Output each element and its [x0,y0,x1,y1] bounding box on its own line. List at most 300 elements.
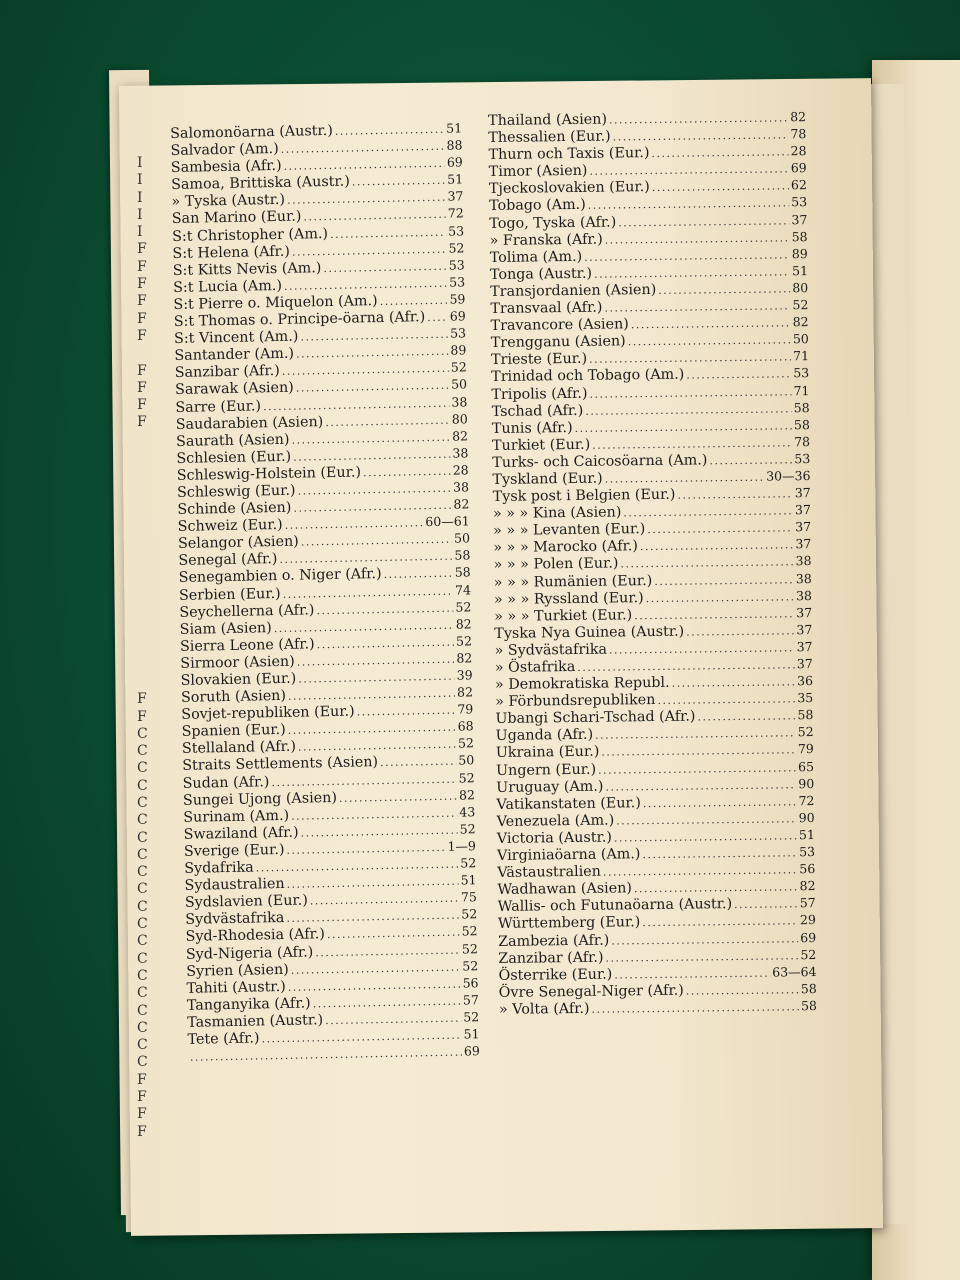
entry-page-number: 82 [799,878,816,894]
entry-name: Zambezia (Afr.) [498,932,610,950]
entry-name: Selangor (Asien) [177,533,299,553]
index-column-right [488,108,817,1018]
entry-name: Salvador (Am.) [170,141,279,160]
dot-leader [592,998,800,1018]
entry-name: Tete (Afr.) [187,1030,260,1048]
entry-page-number: 53 [799,844,816,860]
margin-letter: C [137,967,148,984]
entry-name: Sarre (Eur.) [175,397,262,416]
entry-name: Senegambien o. Niger (Afr.) [178,566,382,587]
entry-page-number: 89 [791,245,808,262]
entry-name: Tyska Nya Guinea (Austr.) [494,623,685,642]
dot-leader [628,332,791,351]
entry-page-number: 52 [461,906,478,922]
entry-page-number: 52 [457,735,475,751]
margin-letter [137,674,153,691]
dot-leader [697,708,795,726]
entry-name: Sydafrika [184,859,254,877]
entry-name: Schlesien (Eur.) [176,448,292,467]
dot-leader [642,913,798,932]
entry-page-number: 50 [458,752,475,769]
margin-letter: C [137,725,148,742]
dot-leader [734,896,798,914]
margin-letter: C [137,881,148,898]
entry-page-number: 39 [456,667,473,683]
entry-page-number: 51 [798,826,815,843]
entry-name: » » » Rumänien (Eur.) [493,572,653,591]
entry-page-number: 50 [453,530,471,546]
entry-name: Stellaland (Afr.) [181,739,297,758]
entry-page-number: 60—61 [425,513,470,530]
entry-name: S:t Kitts Nevis (Am.) [172,259,322,279]
entry-page-number: 62 [790,177,808,193]
dot-leader [651,144,788,163]
entry-page-number: 88 [446,137,463,153]
margin-letter [137,432,153,449]
dot-leader [646,588,795,607]
entry-page-number: 52 [461,923,478,939]
dot-leader [686,622,794,640]
dot-leader [686,981,799,999]
entry-page-number: 58 [454,564,471,581]
entry-name: S:t Lucia (Am.) [172,277,283,296]
margin-letter [137,449,153,466]
previous-page-letters [137,155,153,1141]
entry-page-number: 90 [798,775,815,791]
entry-name: Soruth (Asien) [180,687,287,706]
margin-letter: F [137,708,147,725]
margin-letter [137,484,153,501]
entry-name: Samoa, Brittiska (Austr.) [171,173,350,194]
margin-letter: I [137,206,143,223]
margin-letter [137,466,153,483]
entry-page-number: 52 [455,633,473,649]
margin-letter [137,536,153,553]
entry-name: » Östafrika [494,658,576,676]
entry-name: Surinam (Am.) [183,807,290,826]
entry-name: Tschad (Afr.) [491,402,584,420]
entry-name: Venezuela (Am.) [496,812,615,830]
margin-letter: F [137,1089,147,1106]
margin-letter: F [137,379,147,396]
entry-page-number: 52 [792,297,809,313]
margin-letter [137,553,153,570]
entry-page-number: 38 [795,570,812,586]
dot-leader [335,121,445,140]
entry-name: » » » Turkiet (Eur.) [494,606,633,625]
dot-leader [618,212,789,231]
margin-letter [137,570,153,587]
entry-page-number: 52 [458,769,475,786]
entry-page-number: 80 [451,410,468,427]
entry-page-number: 78 [790,126,807,142]
entry-page-number: 69 [449,308,466,324]
margin-letter: C [137,743,148,760]
dot-leader [363,463,451,482]
entry-name: Syd-Nigeria (Afr.) [185,943,314,963]
entry-page-number: 29 [799,912,816,928]
entry-page-number: 38 [452,445,469,461]
entry-name: Zanzibar (Afr.) [498,949,604,967]
margin-letter: C [137,1037,148,1054]
entry-name: Wallis- och Futunaöarna (Austr.) [497,896,733,916]
entry-name: Uruguay (Am.) [496,778,604,796]
entry-name: Sudan (Afr.) [182,773,270,792]
margin-letter: C [137,864,148,881]
margin-letter: C [137,777,148,794]
entry-page-number: 89 [450,342,467,358]
entry-name: Timor (Asien) [488,163,588,181]
entry-name: Tahiti (Austr.) [186,978,286,997]
entry-name: » » » Polen (Eur.) [493,555,619,574]
index-column-left [170,119,480,1065]
dot-leader [686,366,791,384]
entry-page-number: 30—36 [766,468,811,484]
dot-leader [672,673,796,692]
margin-letter: F [137,276,147,293]
margin-letter: I [137,155,143,171]
entry-name: Tanganyika (Afr.) [186,995,311,1014]
entry-page-number: 79 [797,741,814,757]
entry-page-number: 38 [795,553,812,569]
dot-leader [643,793,797,812]
entry-page-number: 52 [797,724,814,740]
entry-page-number: 74 [454,581,472,598]
entry-name: Swaziland (Afr.) [183,824,299,843]
entry-name: S:t Pierre o. Miquelon (Am.) [173,292,378,313]
entry-name: Schleswig-Holstein (Eur.) [176,464,362,484]
entry-name: Tripolis (Afr.) [491,385,588,403]
entry-name: Straits Settlements (Asien) [182,754,379,775]
entry-name: Salomonöarna (Austr.) [170,122,333,142]
margin-letter [137,501,153,518]
margin-letter: F [137,310,147,327]
entry-name: Turkiet (Eur.) [491,436,591,454]
dot-leader [634,605,794,624]
entry-name: Tunis (Afr.) [491,419,573,437]
margin-letter: C [137,985,148,1002]
entry-name: Schleswig (Eur.) [176,482,296,501]
entry-page-number: 82 [453,496,470,512]
margin-letter: I [137,189,143,206]
entry-name: Spanien (Eur.) [181,722,286,741]
entry-page-number: 51 [460,872,477,888]
entry-page-number: 51 [446,120,463,136]
dot-leader [647,520,793,539]
entry-name: Seychellerna (Afr.) [179,601,315,621]
entry-name: Sovjet-republiken (Eur.) [181,703,355,724]
entry-name: Ubangi Schari-Tschad (Afr.) [495,708,696,728]
entry-page-number: 58 [791,228,808,244]
entry-page-number: 58 [800,980,817,997]
margin-letter: C [137,1002,148,1019]
entry-page-number: 69 [790,160,807,176]
entry-page-number: 58 [793,399,810,415]
entry-page-number: 52 [460,855,477,871]
entry-name: Sverige (Eur.) [183,841,285,860]
entry-page-number: 52 [459,821,476,837]
entry-name: Vatikanstaten (Eur.) [496,794,641,813]
entry-page-number: 58 [793,416,810,432]
entry-page-number: 35 [797,690,814,706]
margin-letter: F [137,327,147,344]
entry-page-number: 56 [799,861,816,877]
dot-leader [642,844,797,863]
entry-page-number: 38 [795,587,813,603]
entry-page-number: 1—9 [447,838,477,854]
entry-page-number: 38 [452,479,470,495]
entry-name: Wadhawan (Asien) [497,880,633,899]
entry-page-number: 37 [795,519,812,535]
entry-page-number: 37 [796,604,813,620]
entry-name: » » » Ryssland (Eur.) [493,589,644,608]
dot-leader [383,565,452,583]
dot-leader [658,280,790,299]
entry-name: Sydvästafrika [185,910,285,929]
entry-name: Santander (Am.) [174,345,295,365]
margin-letter: F [137,293,147,310]
margin-letter [137,345,153,362]
entry-page-number: 69 [446,154,463,170]
entry-name: » » » Kina (Asien) [492,504,622,523]
margin-letter [137,605,153,622]
dot-leader [380,753,457,772]
entry-name: Serbien (Eur.) [178,585,281,604]
margin-letter: C [137,950,148,967]
entry-name: Sungei Ujong (Asien) [182,789,338,809]
entry-name: Tysk post i Belgien (Eur.) [492,486,676,506]
margin-letter: C [137,898,148,915]
entry-page-number: 52 [461,940,479,957]
entry-name: Senegal (Afr.) [178,551,278,570]
margin-letter: C [137,1019,148,1036]
entry-page-number: 28 [790,143,807,159]
entry-page-number: 79 [457,701,474,717]
margin-letter: C [137,829,148,846]
entry-page-number: 53 [449,325,467,341]
entry-name: Sambesia (Afr.) [170,158,282,177]
margin-letter: F [137,1106,147,1123]
entry-name: Tolima (Am.) [489,248,583,266]
entry-page-number: 51 [447,171,464,187]
entry-page-number: 71 [793,382,810,398]
entry-name: S:t Christopher (Am.) [171,225,329,245]
entry-name: Sydslavien (Eur.) [184,892,309,912]
margin-letter: F [137,1123,147,1140]
entry-name: Transjordanien (Asien) [490,281,657,300]
entry-name: » » » Marocko (Afr.) [493,538,639,557]
entry-page-number: 28 [452,462,469,478]
entry-name: Togo, Tyska (Afr.) [489,214,617,232]
margin-letter: F [137,362,147,379]
entry-page-number: 53 [791,194,808,210]
entry-page-number: 72 [798,792,815,809]
entry-page-number: 52 [463,1009,480,1025]
margin-letter: C [137,916,148,933]
entry-page-number: 52 [462,957,479,974]
entry-page-number: 52 [800,946,817,962]
entry-page-number: 53 [449,274,466,290]
margin-letter [137,657,153,674]
entry-page-number: 37 [794,502,811,518]
entry-page-number: 82 [455,616,472,632]
entry-name: Thessalien (Eur.) [488,128,611,147]
dot-leader [657,690,795,709]
entry-page-number: 36 [796,673,814,689]
entry-page-number: 65 [798,758,815,774]
entry-page-number: 52 [455,598,472,615]
margin-letter: F [137,691,147,708]
entry-name: » Volta (Afr.) [498,1000,590,1018]
entry-name: Tyskland (Eur.) [492,470,603,488]
margin-letter: F [137,258,147,275]
margin-letter: F [137,1071,147,1088]
entry-name: Siam (Asien) [179,619,272,638]
dot-leader [631,314,791,333]
entry-page-number: 82 [456,650,473,666]
entry-name: Turks- och Caicosöarna (Am.) [492,452,708,471]
entry-page-number: 53 [794,450,811,467]
entry-page-number: 72 [447,205,464,222]
entry-page-number: 63—64 [772,963,817,980]
entry-name: » Franska (Afr.) [489,231,603,249]
entry-page-number: 58 [454,547,471,563]
margin-letter: I [137,224,143,241]
entry-page-number: 37 [796,656,813,672]
entry-name: Saurath (Asien) [175,431,290,450]
entry-page-number: 53 [448,222,465,239]
entry-name: Sarawak (Asien) [174,380,294,399]
entry-name: Västaustralien [497,863,601,882]
entry-page-number: 52 [448,240,465,256]
dot-leader [677,485,793,504]
margin-letter: F [137,241,147,258]
margin-letter [137,587,153,604]
entry-page-number: 57 [799,895,816,911]
margin-letter: C [137,1054,148,1071]
entry-name: Slovakien (Eur.) [180,670,297,689]
entry-page-number: 59 [449,291,466,307]
entry-name: Trinidad och Tobago (Am.) [491,367,685,386]
margin-letter [137,518,153,535]
entry-page-number: 82 [790,109,807,125]
entry-name: » » » Levanten (Eur.) [493,521,646,540]
entry-name: Thailand (Asien) [488,111,608,129]
entry-name: Saudarabien (Asien) [175,413,324,433]
margin-letter: C [137,846,148,863]
entry-page-number: 43 [459,804,476,820]
entry-page-number: 53 [448,257,465,273]
entry-name: S:t Thomas o. Principe-öarna (Afr.) [173,309,426,330]
entry-page-number: 57 [462,992,479,1008]
margin-letter: I [137,172,143,189]
entry-name: Schinde (Asien) [177,499,292,518]
entry-page-number: 37 [794,485,811,501]
entry-name: Ungern (Eur.) [495,761,597,779]
entry-page-number: 90 [798,809,815,826]
margin-letter: F [137,397,147,414]
dot-leader [640,537,794,556]
margin-letter: F [137,414,147,431]
entry-page-number: 82 [451,428,469,444]
entry-name: Uganda (Afr.) [495,727,594,745]
dot-leader [427,309,448,326]
dot-leader [614,964,770,983]
entry-page-number: 82 [792,314,809,330]
margin-letter: C [137,812,148,829]
entry-page-number: 68 [457,718,474,734]
dot-leader [652,178,789,197]
margin-letter: C [137,933,148,950]
entry-page-number: 37 [447,188,464,205]
entry-name: Sierra Leone (Afr.) [179,636,315,655]
entry-name: Transvaal (Afr.) [490,299,603,318]
entry-name: » Tyska (Austr.) [171,192,286,211]
entry-page-number: 37 [796,621,813,638]
dot-leader [623,502,793,521]
entry-page-number: 37 [796,638,813,655]
entry-page-number: 58 [797,707,814,723]
entry-name: Thurn och Taxis (Eur.) [488,145,650,164]
margin-letter [137,639,153,656]
entry-page-number: 69 [463,1043,480,1059]
entry-name: Travancore (Asien) [490,316,629,335]
entry-name: San Marino (Eur.) [171,208,302,228]
entry-name: Syrien (Asien) [186,961,289,980]
entry-name: Trengganu (Asien) [490,333,626,352]
entry-page-number: 69 [800,929,817,945]
entry-name: Virginiaöarna (Am.) [496,846,641,864]
entry-page-number: 78 [794,433,811,450]
entry-page-number: 56 [462,974,479,991]
entry-page-number: 50 [792,331,809,347]
entry-name: Sydaustralien [184,876,285,894]
entry-page-number: 80 [792,280,809,296]
entry-name: Övre Senegal-Niger (Afr.) [498,982,684,1001]
dot-leader [613,126,789,145]
entry-name: » Förbundsrepubliken [495,692,656,711]
margin-letter: C [137,760,148,777]
entry-name: Sanzibar (Afr.) [174,363,280,382]
entry-page-number: 37 [791,211,808,227]
entry-page-number: 51 [463,1026,480,1042]
entry-name: Österrike (Eur.) [498,966,613,984]
dot-leader [620,554,793,573]
entry-name: » Demokratiska Republ. [494,674,670,694]
margin-letter [137,622,153,639]
dot-leader [352,172,446,191]
dot-leader [654,571,794,590]
entry-page-number: 75 [460,889,478,905]
entry-name: S:t Vincent (Am.) [173,328,299,348]
entry-name: Victoria (Austr.) [496,829,613,847]
entry-page-number: 50 [450,376,468,393]
entry-name: Tobago (Am.) [489,197,586,215]
entry-page-number: 51 [791,262,809,279]
entry-name: Württemberg (Eur.) [497,914,641,933]
dot-leader [357,702,456,721]
entry-page-number: 52 [450,359,467,375]
entry-page-number: 53 [793,365,810,381]
entry-name: Ukraina (Eur.) [495,744,600,762]
dot-leader [379,292,447,310]
entry-name: Tonga (Austr.) [489,265,593,283]
entry-page-number: 82 [456,684,474,700]
entry-page-number: 71 [793,348,810,364]
entry-name: Sirmoor (Asien) [180,653,295,672]
dot-leader [616,810,797,829]
entry-name: Syd-Rhodesia (Afr.) [185,926,326,946]
